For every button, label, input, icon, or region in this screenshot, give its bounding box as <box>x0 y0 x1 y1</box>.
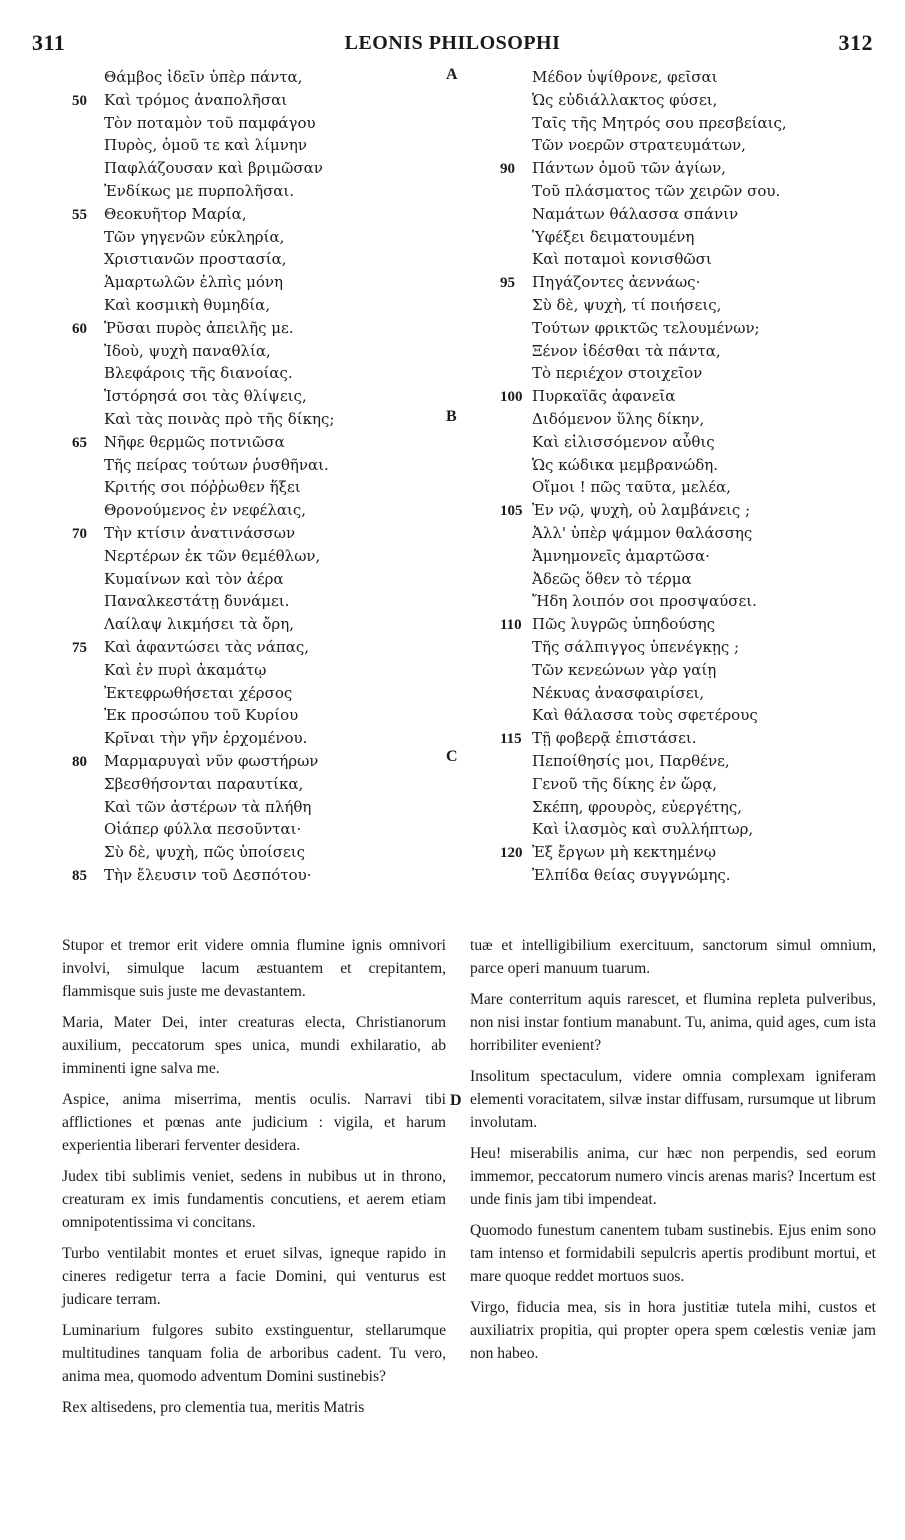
verse-line <box>500 545 890 568</box>
verse-text: Ἐξ ἔργων μὴ κεκτημένῳ <box>532 843 716 862</box>
verse-line <box>72 362 442 385</box>
verse-text: Θρονούμενος ἐν νεφέλαις, <box>104 501 307 520</box>
verse-line <box>72 476 442 499</box>
verse-number: 65 <box>72 434 87 451</box>
verse-text: Πάντων ὁμοῦ τῶν ἁγίων, <box>532 159 726 178</box>
verse-line <box>72 112 442 135</box>
translation-paragraph: Mare conterritum aquis rarescet, et flumina repleta pulveribus, non nisi instar fontium manabunt. Tu, anima, quid ages, cum ista horribiliter evenient? <box>470 991 876 1054</box>
verse-line <box>500 340 890 363</box>
verse-text: Ἤδη λοιπόν σοι προσψαύσει. <box>532 592 757 611</box>
verse-line <box>500 134 890 157</box>
verse-text: Ἐλπίδα θείας συγγνώμης. <box>532 865 731 884</box>
verse-line <box>72 727 442 750</box>
verse-number: 70 <box>72 525 87 542</box>
verse-line <box>500 864 890 887</box>
verse-text: Κρῖναι τὴν γῆν ἐρχομένου. <box>104 729 308 748</box>
verse-line <box>500 682 890 705</box>
verse-line <box>72 66 442 89</box>
translation-paragraph: Maria, Mater Dei, inter creaturas electa, Christianorum auxilium, peccatorum spes unica, mundi exhilaratio, ab imminenti igne salva me. <box>62 1014 446 1077</box>
verse-line <box>500 796 890 819</box>
verse-text: Τούτων φρικτῶς τελουμένων; <box>532 318 760 337</box>
verse-text: Τὴν ἔλευσιν τοῦ Δεσπότου· <box>104 865 312 884</box>
verse-line <box>500 362 890 385</box>
verse-line <box>500 454 890 477</box>
verse-line <box>500 294 890 317</box>
verse-line <box>72 864 442 887</box>
verse-text: Τῶν γηγενῶν εὐκληρία, <box>104 227 285 246</box>
verse-text: Βλεφάροις τῆς διανοίας. <box>104 364 293 383</box>
verse-line <box>500 431 890 454</box>
verse-text: Οἴμοι ! πῶς ταῦτα, μελέα, <box>532 478 731 497</box>
verse-number: 60 <box>72 320 87 337</box>
verse-line <box>500 157 890 180</box>
verse-text: Καὶ ποταμοὶ κονισθῶσι <box>532 250 712 269</box>
verse-line <box>500 408 890 431</box>
verse-text: Τὴν κτίσιν ἀνατινάσσων <box>104 523 296 542</box>
verse-number: 105 <box>500 503 523 520</box>
verse-text: Πεποίθησίς μοι, Παρθένε, <box>532 751 730 770</box>
translation-paragraph: Judex tibi sublimis veniet, sedens in nubibus ut in throno, creaturam ex imis fundamentis concutiens, et aerem etiam omnipotentissima vi concitans. <box>62 1168 446 1231</box>
verse-line <box>500 385 890 408</box>
verse-line <box>500 248 890 271</box>
translation-paragraph: Virgo, fiducia mea, sis in hora justitiæ tutela mihi, custos et auxiliatrix propitia, qui propter opera spem cœlestis veniæ jam non habeo. <box>470 1299 876 1362</box>
verse-line <box>500 841 890 864</box>
verse-text: Ἐνδίκως με πυρπολῆσαι. <box>104 181 295 200</box>
section-marker-c: C <box>446 748 458 765</box>
verse-text: Ἱστόρησά σοι τὰς θλίψεις, <box>104 387 307 406</box>
verse-line <box>72 499 442 522</box>
section-marker-b: B <box>446 408 457 425</box>
verse-line <box>500 590 890 613</box>
verse-text: Σκέπη, φρουρὸς, εὐεργέτης, <box>532 797 743 816</box>
translation-paragraph: Turbo ventilabit montes et eruet silvas, igneque rapido in cineres redigetur terra a facie Domini, qui venturus est judicare terram. <box>62 1245 446 1308</box>
verse-text: Νῆφε θερμῶς ποτνιῶσα <box>104 432 285 451</box>
verse-line <box>72 613 442 636</box>
verse-line <box>500 750 890 773</box>
verse-line <box>500 636 890 659</box>
verse-line <box>72 385 442 408</box>
verse-line <box>500 613 890 636</box>
verse-text: Καὶ τὰς ποινὰς πρὸ τῆς δίκης; <box>104 409 335 428</box>
latin-translation-column-left <box>62 934 446 1427</box>
verse-line <box>72 408 442 431</box>
verse-text: Πῶς λυγρῶς ὑπηδούσης <box>532 615 716 634</box>
verse-text: Μέδον ὑψίθρονε, φεῖσαι <box>532 68 718 86</box>
verse-text: Θεοκυῆτορ Μαρία, <box>104 204 247 223</box>
translation-paragraph: tuæ et intelligibilium exercituum, sanctorum simul omnium, parce operi manuum tuarum. <box>470 937 876 977</box>
verse-number: 90 <box>500 161 515 178</box>
verse-text: Ὑφέξει δειματουμένη <box>532 227 695 246</box>
verse-line <box>500 773 890 796</box>
verse-text: Οἱάπερ φύλλα πεσοῦνται· <box>104 820 302 839</box>
greek-verse-column-right <box>500 66 890 887</box>
verse-line <box>72 340 442 363</box>
verse-line <box>72 659 442 682</box>
verse-text: Κυμαίνων καὶ τὸν ἀέρα <box>104 569 284 588</box>
verse-text: Καὶ τῶν ἀστέρων τὰ πλήθη <box>104 797 312 816</box>
translation-paragraph: Heu! miserabilis anima, cur hæc non perpendis, sed eorum immemor, peccatorum numero vincis arenas maris? Incertum est unde finis jam tibi impendeat. <box>470 1145 876 1208</box>
verse-line <box>500 203 890 226</box>
verse-line <box>72 773 442 796</box>
page-number-right: 312 <box>838 30 873 55</box>
translation-paragraph: Rex altisedens, pro clementia tua, meritis Matris <box>62 1399 365 1416</box>
verse-text: Χριστιανῶν προστασία, <box>104 250 287 269</box>
verse-line <box>72 157 442 180</box>
verse-text: Τῆς σάλπιγγος ὑπενέγκῃς ; <box>532 637 740 656</box>
verse-text: Τοῦ πλάσματος τῶν χειρῶν σου. <box>532 181 781 200</box>
verse-line <box>72 317 442 340</box>
verse-line <box>72 568 442 591</box>
verse-line <box>500 499 890 522</box>
verse-text: Νερτέρων ἐκ τῶν θεμέθλων, <box>104 546 321 565</box>
verse-line <box>72 89 442 112</box>
verse-text: Τὸ περιέχον στοιχεῖον <box>532 364 703 383</box>
verse-line <box>500 818 890 841</box>
verse-text: Ῥῦσαι πυρὸς ἀπειλῆς με. <box>104 318 294 337</box>
verse-number: 80 <box>72 753 87 770</box>
verse-line <box>72 180 442 203</box>
verse-text: Διδόμενον ὕλης δίκην, <box>532 409 705 428</box>
verse-text: Ἁμαρτωλῶν ἐλπὶς μόνη <box>104 273 284 292</box>
verse-line <box>500 522 890 545</box>
verse-text: Καὶ εἰλισσόμενον αὖθις <box>532 432 715 451</box>
verse-text: Ταῖς τῆς Μητρός σου πρεσβείαις, <box>532 113 787 132</box>
verse-number: 85 <box>72 867 87 884</box>
verse-text: Τῆς πείρας τούτων ῥυσθῆναι. <box>104 455 329 474</box>
verse-line <box>72 841 442 864</box>
verse-text: Ὡς κώδικα μεμβρανώδη. <box>532 455 719 474</box>
verse-line <box>72 294 442 317</box>
verse-line <box>72 431 442 454</box>
verse-line <box>500 226 890 249</box>
verse-line <box>72 545 442 568</box>
latin-translation-column-right <box>470 934 876 1373</box>
verse-text: Ἰδοὺ, ψυχὴ παναθλία, <box>104 341 271 360</box>
verse-number: 95 <box>500 275 515 292</box>
section-marker-d: D <box>450 1092 462 1109</box>
verse-line <box>72 590 442 613</box>
verse-text: Θάμβος ἰδεῖν ὑπὲρ πάντα, <box>104 68 303 86</box>
verse-line <box>72 203 442 226</box>
translation-paragraph: Luminarium fulgores subito exstinguentur, stellarumque multitudines tanquam folia de arboribus cadent. Tu vero, anima mea, quomodo adventum Domini sustinebis? <box>62 1322 446 1385</box>
verse-line <box>72 522 442 545</box>
verse-text: Ἐν νῷ, ψυχὴ, οὐ λαμβάνεις ; <box>532 501 751 520</box>
verse-text: Τῶν νοερῶν στρατευμάτων, <box>532 136 746 155</box>
greek-verse-column-left <box>72 66 442 887</box>
translation-paragraph: Quomodo funestum canentem tubam sustinebis. Ejus enim sono tam intenso et formidabili sepulcris apertis prodibunt mortui, et mare quoque reddet mortuos suos. <box>470 1222 876 1285</box>
verse-text: Καὶ ἀφαντώσει τὰς νάπας, <box>104 637 310 656</box>
verse-text: Γενοῦ τῆς δίκης ἐν ὥρᾳ, <box>532 774 717 793</box>
running-title: LEONIS PHILOSOPHI <box>344 32 561 54</box>
page-number-left: 311 <box>32 30 66 55</box>
verse-line <box>72 704 442 727</box>
verse-line <box>500 271 890 294</box>
verse-text: Καὶ ἱλασμὸς καὶ συλλήπτωρ, <box>532 820 754 839</box>
verse-line <box>500 66 890 89</box>
verse-text: Ξένον ἰδέσθαι τὰ πάντα, <box>532 341 721 360</box>
verse-text: Ἀλλ' ὑπὲρ ψάμμον θαλάσσης <box>532 523 753 542</box>
verse-number: 75 <box>72 639 87 656</box>
verse-text: Ἀμνημονεῖς ἁμαρτῶσα· <box>532 546 710 565</box>
translation-paragraph: Insolitum spectaculum, videre omnia complexam igniferam elementi voracitatem, silvæ instar diffusam, rursumque ut librum involutam. <box>470 1068 876 1131</box>
verse-line <box>72 248 442 271</box>
verse-text: Πυρκαϊᾶς ἀφανεῖα <box>532 387 676 406</box>
verse-text: Λαίλαψ λικμήσει τὰ ὄρη, <box>104 615 294 634</box>
verse-text: Μαρμαρυγαὶ νῦν φωστήρων <box>104 751 319 770</box>
verse-text: Κριτής σοι πόῤῥωθεν ἥξει <box>104 478 301 497</box>
verse-text: Πυρὸς, ὁμοῦ τε καὶ λίμνην <box>104 136 308 155</box>
verse-line <box>72 750 442 773</box>
verse-line <box>500 89 890 112</box>
verse-number: 115 <box>500 731 522 748</box>
verse-text: Καὶ θάλασσα τοὺς σφετέρους <box>532 706 758 725</box>
verse-text: Τῇ φοβερᾷ ἐπιστάσει. <box>532 729 697 748</box>
verse-text: Πηγάζοντες ἀεννάως· <box>532 273 701 292</box>
verse-line <box>500 568 890 591</box>
verse-line <box>72 454 442 477</box>
verse-line <box>500 476 890 499</box>
translation-paragraph: Stupor et tremor erit videre omnia flumine ignis omnivori involvi, simulque lacum æstuantem et crepitantem, flammisque suis juste me devastantem. <box>62 937 446 1000</box>
verse-text: Παναλκεστάτῃ δυνάμει. <box>104 592 290 611</box>
verse-text: Ἐκ προσώπου τοῦ Κυρίου <box>104 706 299 725</box>
verse-line <box>72 226 442 249</box>
verse-text: Σὺ δὲ, ψυχὴ, τί ποιήσεις, <box>532 295 722 314</box>
verse-text: Νέκυας ἀνασφαιρίσει, <box>532 683 705 702</box>
verse-line <box>72 636 442 659</box>
verse-line <box>500 704 890 727</box>
verse-number: 110 <box>500 617 522 634</box>
verse-line <box>72 818 442 841</box>
verse-line <box>72 134 442 157</box>
verse-text: Ἐκτεφρωθήσεται χέρσος <box>104 683 293 702</box>
verse-text: Παφλάζουσαν καὶ βριμῶσαν <box>104 159 323 178</box>
verse-text: Καὶ κοσμικὴ θυμηδία, <box>104 295 271 314</box>
verse-number: 55 <box>72 206 87 223</box>
verse-number: 120 <box>500 845 523 862</box>
verse-text: Σὺ δὲ, ψυχὴ, πῶς ὑποίσεις <box>104 843 306 862</box>
verse-line <box>72 682 442 705</box>
verse-text: Τῶν κενεώνων γὰρ γαίῃ <box>532 660 717 679</box>
verse-text: Καὶ ἐν πυρὶ ἀκαμάτῳ <box>104 660 267 679</box>
verse-line <box>500 659 890 682</box>
verse-text: Ἀδεῶς ὅθεν τὸ τέρμα <box>532 569 692 588</box>
verse-text: Καὶ τρόμος ἀναπολῆσαι <box>104 90 288 109</box>
verse-text: Ὡς εὐδιάλλακτος φύσει, <box>532 90 718 109</box>
verse-text: Σβεσθήσονται παραυτίκα, <box>104 774 304 793</box>
verse-text: Τὸν ποταμὸν τοῦ παμφάγου <box>104 113 316 132</box>
verse-line <box>500 727 890 750</box>
verse-line <box>72 796 442 819</box>
verse-line <box>72 271 442 294</box>
verse-line <box>500 317 890 340</box>
verse-line <box>500 180 890 203</box>
verse-number: 50 <box>72 92 87 109</box>
translation-paragraph: Aspice, anima miserrima, mentis oculis. Narravi tibi afflictiones et pœnas ante judicium : vigila, et harum experientia liberari ferventer desidera. <box>62 1091 446 1154</box>
section-marker-a: A <box>446 66 458 83</box>
verse-line <box>500 112 890 135</box>
verse-number: 100 <box>500 389 523 406</box>
verse-text: Ναμάτων θάλασσα σπάνιν <box>532 204 739 223</box>
